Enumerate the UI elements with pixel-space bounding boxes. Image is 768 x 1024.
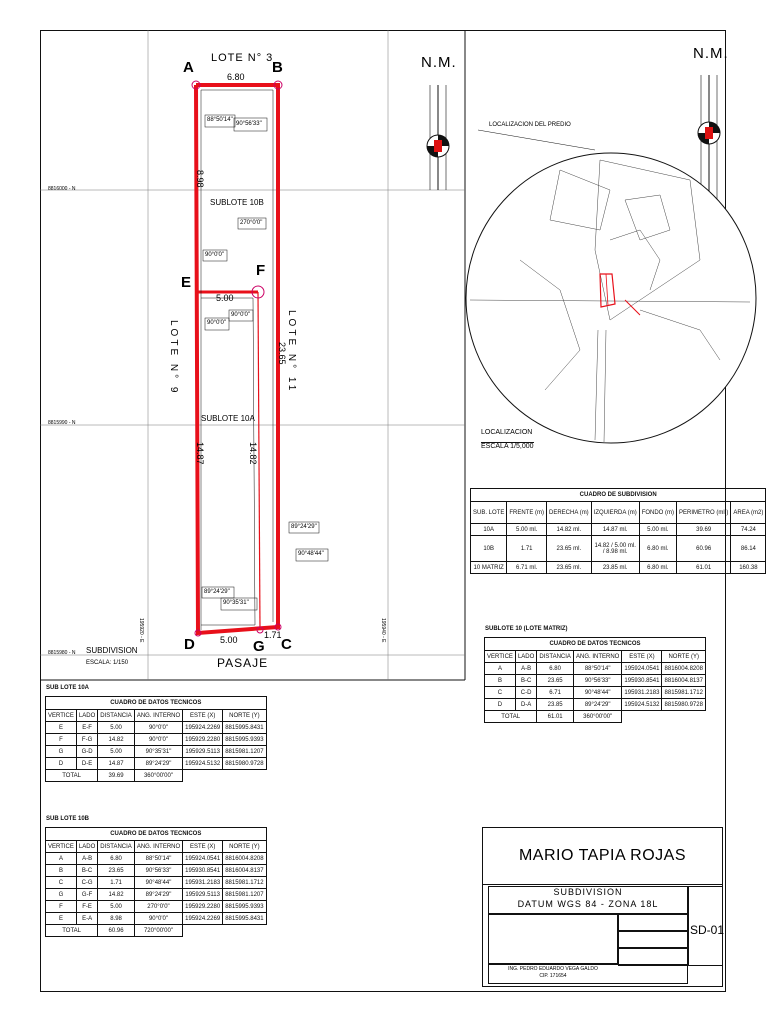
table-label-10a: SUB LOTE 10A [46,685,90,691]
table-header: SUB. LOTE [471,502,507,524]
table-cell: B-C [76,865,97,877]
grid-north-2: 8815990 - N [48,420,76,426]
table-cell: E [46,722,77,734]
table-cell: 720°00'00" [134,925,182,937]
angle-c-lower: 90°48'44" [298,551,324,557]
dim-dg: 5.00 [220,635,238,645]
table-cell: 90°35'31" [134,746,182,758]
table-cell: F [46,734,77,746]
table-cell: G-F [76,889,97,901]
table-header: FRENTE (m) [507,502,547,524]
table-cell: 195924.2269 [183,913,223,925]
location-scale: ESCALA 1/5,000 [481,443,534,450]
dim-fg: 14.82 [248,442,258,465]
table-row [46,913,267,925]
table-row [46,877,267,889]
north-arrow-icon [427,85,449,190]
table-row [485,687,706,699]
table-cell: 6.80 [537,663,574,675]
engineer-cip: CIP. 171654 [539,973,567,979]
table-row [485,663,706,675]
table-row [471,524,766,536]
table-cell: 195924.0541 [622,663,662,675]
table-row [471,536,766,562]
table-row [46,901,267,913]
north-label-2: N.M. [693,45,729,62]
table-cell: B [46,865,77,877]
table-cell: 6.80 ml. [639,536,676,562]
table-row [46,865,267,877]
table-cell: 10A [471,524,507,536]
grid-east-2: 195940 - E [380,618,386,643]
table-cell: 89°24'29" [134,889,182,901]
table-cell: 8815981.1712 [662,687,706,699]
table-row [485,699,706,711]
location-title: LOCALIZACION DEL PREDIO [489,122,571,128]
sublote-10a-label: SUBLOTE 10A [201,414,255,423]
angle-e-top: 90°0'0" [205,252,225,258]
table-title: CUADRO DE SUBDIVISION [471,489,766,502]
table-header: NORTE (Y) [223,841,266,853]
table-cell: 195929.5113 [183,746,223,758]
angle-d: 89°24'29" [204,589,230,595]
table-cell: 90°0'0" [134,722,182,734]
table-cell: 61.01 [537,711,574,723]
table-header: NORTE (Y) [223,710,266,722]
table-cell: 39.69 [677,524,731,536]
lote-left-label: LOTE N° 9 [168,320,179,396]
table-title: CUADRO DE DATOS TECNICOS [46,828,267,841]
table-cell: A-B [515,663,536,675]
vertex-g-label: G [253,638,265,655]
angle-f-top: 270°0'0" [240,220,263,226]
table-cell: G [46,889,77,901]
table-cell: 6.80 ml. [639,562,676,574]
table-cell: 23.65 [98,865,135,877]
table-cell: 195929.5113 [183,889,223,901]
technical-data-table-10a [45,696,267,782]
table-cell: 5.00 [98,722,135,734]
table-cell: C-G [76,877,97,889]
table-cell: 14.82 ml. [547,524,592,536]
north-label: N.M. [421,54,457,71]
technical-data-table-10b [45,827,267,937]
table-cell: 8816004.8137 [223,865,266,877]
table-cell: 8815980.9728 [662,699,706,711]
table-cell: 6.71 ml. [507,562,547,574]
table-cell: E-F [76,722,97,734]
table-header: FONDO (m) [639,502,676,524]
grid-east-1: 195920 - E [138,618,144,643]
table-cell: 39.69 [98,770,135,782]
table-cell: 8816004.8208 [662,663,706,675]
table-header: ANG. INTERNO [134,841,182,853]
sheet-code: SD-01 [690,923,725,937]
table-cell: 88°50'14" [134,853,182,865]
table-cell: 8816004.8137 [662,675,706,687]
table-cell: G [46,746,77,758]
table-cell: 8815995.8431 [223,722,266,734]
table-header: ESTE (X) [622,651,662,663]
subdivision-line-fg [258,292,260,630]
table-cell: 195930.8541 [183,865,223,877]
subdivision-table [470,488,766,574]
table-cell: 90°56'33" [573,675,621,687]
title-block-location-box [488,914,618,964]
table-row [485,675,706,687]
table-header: LADO [76,710,97,722]
angle-f-bottom: 90°0'0" [231,312,251,318]
table-cell: C [485,687,516,699]
table-cell: 14.87 ml. [591,524,639,536]
table-cell: 23.65 ml. [547,536,592,562]
table-cell: F-G [76,734,97,746]
table-header: IZQUIERDA (m) [591,502,639,524]
table-cell: 195931.2183 [622,687,662,699]
engineer-name: ING. PEDRO EDUARDO VEGA GALDO [508,966,598,972]
vertex-e-label: E [181,274,192,291]
table-cell: 8815981.1207 [223,746,266,758]
table-cell: 10B [471,536,507,562]
table-cell: F [46,901,77,913]
pasaje-label: PASAJE [217,656,269,670]
table-title: CUADRO DE DATOS TECNICOS [485,638,706,651]
table-header: ESTE (X) [183,710,223,722]
table-header: DISTANCIA [98,841,135,853]
table-row [46,853,267,865]
table-cell: 8815981.1712 [223,877,266,889]
table-cell: 8815995.9393 [223,734,266,746]
lote-top-label: LOTE N° 3 [211,52,274,64]
table-cell: 160.38 [731,562,766,574]
table-cell: 90°0'0" [134,734,182,746]
table-cell: 88°50'14" [573,663,621,675]
table-header: VERTICE [46,841,77,853]
table-cell: 195924.0541 [183,853,223,865]
table-cell: F-E [76,901,97,913]
table-cell: 8815995.9393 [223,901,266,913]
lot-boundary [196,85,278,633]
grid-north-1: 8816000 - N [48,186,76,192]
table-cell: 8815981.1207 [223,889,266,901]
table-cell: 86.14 [731,536,766,562]
table-cell: 8816004.8208 [223,853,266,865]
angle-e-bottom: 90°0'0" [207,320,227,326]
scale-label: ESCALA: 1/150 [86,660,129,666]
table-cell: 60.96 [677,536,731,562]
table-header: DISTANCIA [537,651,574,663]
table-row [471,562,766,574]
dim-ed: 14.87 [195,442,205,465]
datum-label: DATUM WGS 84 - ZONA 18L [517,899,659,909]
table-header: DISTANCIA [98,710,135,722]
table-cell: E [46,913,77,925]
table-cell: C [46,877,77,889]
dim-gc: 1.71 [264,630,282,640]
table-header: AREA (m2) [731,502,766,524]
table-header: LADO [76,841,97,853]
table-cell: 8.98 [98,913,135,925]
table-cell: 60.96 [98,925,135,937]
table-cell: TOTAL [485,711,537,723]
table-cell: 90°0'0" [134,913,182,925]
table-cell: 23.85 [537,699,574,711]
table-cell: 8815995.8431 [223,913,266,925]
table-cell: 89°24'29" [134,758,182,770]
sublote-10b-label: SUBLOTE 10B [210,198,264,207]
table-cell: 5.00 [98,746,135,758]
dim-ab: 6.80 [227,72,245,82]
table-header: ESTE (X) [183,841,223,853]
table-header: ANG. INTERNO [134,710,182,722]
table-cell: 14.87 [98,758,135,770]
grid-north-3: 8815980 - N [48,650,76,656]
table-cell: D-E [76,758,97,770]
table-cell: 195924.5132 [622,699,662,711]
lote-right-label: LOTE N° 11 [286,310,297,394]
table-cell: 195930.8541 [622,675,662,687]
dim-ae: 8.98 [195,170,205,188]
table-total-row [46,770,267,782]
table-label-10b: SUB LOTE 10B [46,816,90,822]
location-map [466,130,756,443]
table-cell: 360°00'00" [134,770,182,782]
angle-b: 90°56'33" [236,121,262,127]
table-cell: 6.71 [537,687,574,699]
title-block-cell [618,931,688,948]
angle-c-upper: 89°24'29" [291,524,317,530]
table-cell: 5.00 [98,901,135,913]
vertex-d-label: D [184,636,195,653]
table-label-matriz: SUBLOTE 10 (LOTE MATRIZ) [485,626,568,632]
table-cell: A-B [76,853,97,865]
vertex-b-label: B [272,59,283,76]
title-block-cell [618,914,688,931]
vertex-f-label: F [256,262,266,279]
table-cell: 195929.2280 [183,734,223,746]
table-cell: 195929.2280 [183,901,223,913]
table-cell: D [485,699,516,711]
angle-g: 90°35'31" [223,600,249,606]
table-row [46,734,267,746]
table-cell: 1.71 [98,877,135,889]
table-cell: A [46,853,77,865]
vertex-c-label: C [281,636,292,653]
table-cell: TOTAL [46,925,98,937]
table-title: CUADRO DE DATOS TECNICOS [46,697,267,710]
table-header: VERTICE [46,710,77,722]
table-cell: C-D [515,687,536,699]
table-row [46,758,267,770]
table-header: VERTICE [485,651,516,663]
table-cell: A [485,663,516,675]
table-cell: TOTAL [46,770,98,782]
table-cell: 89°24'29" [573,699,621,711]
table-cell: E-A [76,913,97,925]
table-cell: 23.65 [537,675,574,687]
table-total-row [485,711,706,723]
table-cell: 195924.2269 [183,722,223,734]
table-cell: 270°0'0" [134,901,182,913]
table-header: PERIMETRO (ml.) [677,502,731,524]
table-header: NORTE (Y) [662,651,706,663]
table-row [46,889,267,901]
north-arrow-icon [698,75,720,200]
table-cell: 23.85 ml. [591,562,639,574]
table-cell: D-A [515,699,536,711]
vertex-a-label: A [183,59,194,76]
table-total-row [46,925,267,937]
table-cell: 23.65 ml. [547,562,592,574]
dim-ef: 5.00 [216,293,234,303]
table-cell: 90°48'44" [573,687,621,699]
table-cell: 90°48'44" [134,877,182,889]
table-cell: 74.24 [731,524,766,536]
table-header: LADO [515,651,536,663]
table-cell: 195931.2183 [183,877,223,889]
table-header: ANG. INTERNO [573,651,621,663]
table-cell: 14.82 [98,889,135,901]
table-cell: 10 MATRIZ [471,562,507,574]
table-cell: 360°00'00" [573,711,621,723]
table-cell: B-C [515,675,536,687]
table-cell: G-D [76,746,97,758]
table-cell: 6.80 [98,853,135,865]
owner-name: MARIO TAPIA ROJAS [518,847,687,864]
table-row [46,722,267,734]
table-cell: 1.71 [507,536,547,562]
table-cell: 61.01 [677,562,731,574]
table-cell: 90°56'33" [134,865,182,877]
technical-data-table-matriz [484,637,706,723]
subdivision-label: SUBDIVISION [86,646,138,655]
table-cell: 5.00 ml. [507,524,547,536]
angle-a: 88°50'14" [207,117,233,123]
dim-bc: 23.65 [277,342,287,365]
table-cell: 8815980.9728 [223,758,266,770]
table-row [46,746,267,758]
location-caption: LOCALIZACION [481,429,533,436]
drawing-title: SUBDIVISION [553,887,623,897]
table-cell: 14.82 / 5.00 ml. / 8.98 ml. [591,536,639,562]
table-cell: 14.82 [98,734,135,746]
table-cell: B [485,675,516,687]
table-cell: D [46,758,77,770]
table-cell: 5.00 ml. [639,524,676,536]
table-header: DERECHA (m) [547,502,592,524]
table-cell: 195924.5132 [183,758,223,770]
